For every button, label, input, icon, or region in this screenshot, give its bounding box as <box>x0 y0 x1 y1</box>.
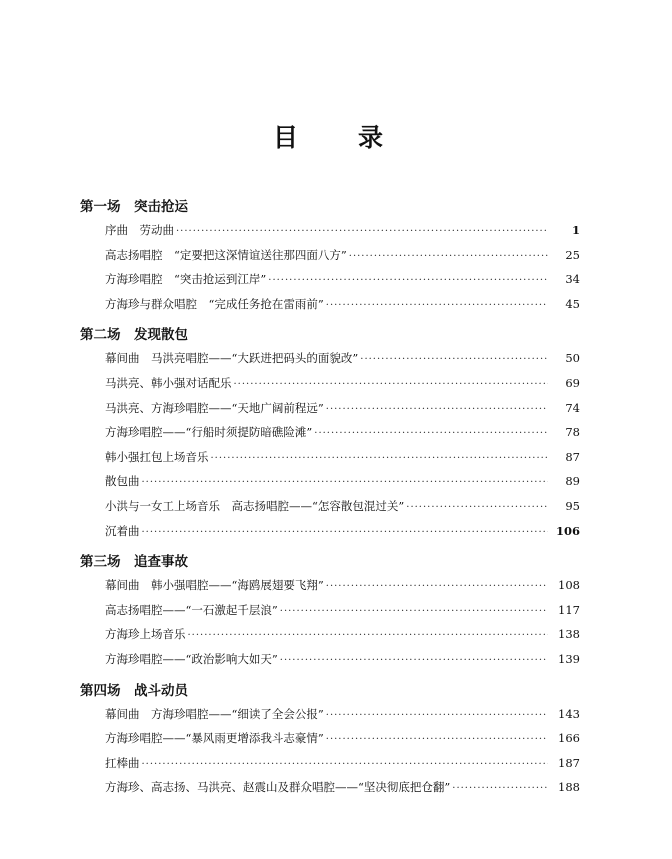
toc-entry <box>80 445 580 470</box>
entry-page-number: 143 <box>558 706 580 721</box>
entry-page-number: 89 <box>565 474 580 489</box>
entry-page-number: 74 <box>565 400 580 415</box>
entry-title: 小洪与一女工上场音乐 高志扬唱腔——“怎容散包混过关” <box>105 498 405 513</box>
dot-leader <box>326 575 548 600</box>
dot-leader <box>280 600 548 625</box>
entry-page-number: 50 <box>565 351 580 366</box>
entry-title: 方海珍上场音乐 <box>105 627 186 642</box>
toc-entry <box>80 751 580 776</box>
toc-entry <box>80 702 580 727</box>
section-heading: 第一场 突击抢运 <box>80 199 188 215</box>
dot-leader <box>142 521 549 546</box>
dot-leader <box>452 777 548 802</box>
entry-page-number: 87 <box>565 449 580 464</box>
toc-entry <box>80 420 580 445</box>
section-heading: 第三场 追查事故 <box>80 554 188 571</box>
toc-entry <box>80 346 580 371</box>
entry-page-number: 45 <box>565 296 580 311</box>
toc-entry <box>80 647 580 672</box>
dot-leader <box>406 496 548 521</box>
entry-title: 高志扬唱腔 “定要把这深情谊送往那四面八方” <box>105 247 347 262</box>
toc-entry <box>80 622 580 647</box>
dot-leader <box>188 624 549 649</box>
dot-leader <box>176 220 548 245</box>
title-char-left: 目 <box>273 123 299 152</box>
entry-title: 高志扬唱腔——“一石激起千层浪” <box>105 602 278 617</box>
toc-entry <box>80 469 580 494</box>
entry-title: 马洪亮、韩小强对话配乐 <box>105 375 232 390</box>
entry-title: 序曲 劳动曲 <box>105 223 174 237</box>
dot-leader <box>314 422 548 447</box>
toc-entry <box>80 775 580 800</box>
entry-title: 方海珍唱腔 “突击抢运到江岸” <box>105 272 267 287</box>
toc-entry <box>80 519 580 544</box>
entry-title: 方海珍唱腔——“政治影响大如天” <box>105 651 278 666</box>
entry-page-number: 69 <box>565 375 580 390</box>
entry-page-number: 25 <box>565 247 580 262</box>
entry-title: 扛棒曲 <box>105 755 140 770</box>
entry-page-number: 78 <box>565 425 580 440</box>
page-title <box>0 118 672 158</box>
entry-title: 方海珍唱腔——“暴风雨更增添我斗志豪情” <box>105 731 324 746</box>
entry-page-number: 187 <box>558 755 580 770</box>
toc-entry <box>80 371 580 396</box>
dot-leader <box>268 269 548 294</box>
dot-leader <box>211 447 549 472</box>
entry-page-number: 108 <box>558 578 580 593</box>
entry-page-number: 188 <box>558 780 580 795</box>
toc-entry <box>80 573 580 598</box>
entry-title: 方海珍与群众唱腔 “完成任务抢在雷雨前” <box>105 296 324 311</box>
title-char-right: 录 <box>358 123 384 152</box>
dot-leader <box>326 398 548 423</box>
toc-entry <box>80 267 580 292</box>
toc-entry <box>80 218 580 243</box>
toc-entry <box>80 726 580 751</box>
section-heading: 第四场 战斗动员 <box>80 682 188 699</box>
dot-leader <box>142 753 549 778</box>
entry-title: 幕间曲 韩小强唱腔——“海鸥展翅要飞翔” <box>105 578 324 593</box>
dot-leader <box>326 704 548 729</box>
toc-entry <box>80 292 580 317</box>
toc-entry <box>80 243 580 268</box>
table-of-contents <box>80 196 580 800</box>
dot-leader <box>326 294 548 319</box>
entry-page-number: 95 <box>565 498 580 513</box>
entry-title: 幕间曲 马洪亮唱腔——“大跃进把码头的面貌改” <box>105 351 359 366</box>
dot-leader <box>280 649 548 674</box>
entry-title: 方海珍唱腔——“行船时须提防暗礁险滩” <box>105 425 313 440</box>
entry-page-number: 117 <box>558 602 580 617</box>
dot-leader <box>234 373 549 398</box>
dot-leader <box>326 728 548 753</box>
entry-page-number: 106 <box>555 523 580 538</box>
entry-page-number: 139 <box>558 651 580 666</box>
entry-title: 韩小强扛包上场音乐 <box>105 449 209 464</box>
entry-title: 散包曲 <box>105 474 140 489</box>
toc-entry <box>80 598 580 623</box>
dot-leader <box>360 348 548 373</box>
entry-title: 方海珍、高志扬、马洪亮、赵震山及群众唱腔——“坚决彻底把仓翻” <box>105 780 451 795</box>
section-heading: 第二场 发现散包 <box>80 327 188 344</box>
dot-leader <box>349 245 548 270</box>
entry-page-number: 138 <box>558 627 580 642</box>
toc-entry <box>80 396 580 421</box>
toc-entry <box>80 494 580 519</box>
entry-page-number: 34 <box>565 272 580 287</box>
entry-page-number: 166 <box>558 731 580 746</box>
entry-title: 马洪亮、方海珍唱腔——“天地广阔前程远” <box>105 400 324 415</box>
entry-page-number: 1 <box>571 223 580 237</box>
entry-title: 沉着曲 <box>105 523 140 538</box>
dot-leader <box>142 471 549 496</box>
entry-title: 幕间曲 方海珍唱腔——“细读了全会公报” <box>105 706 324 721</box>
